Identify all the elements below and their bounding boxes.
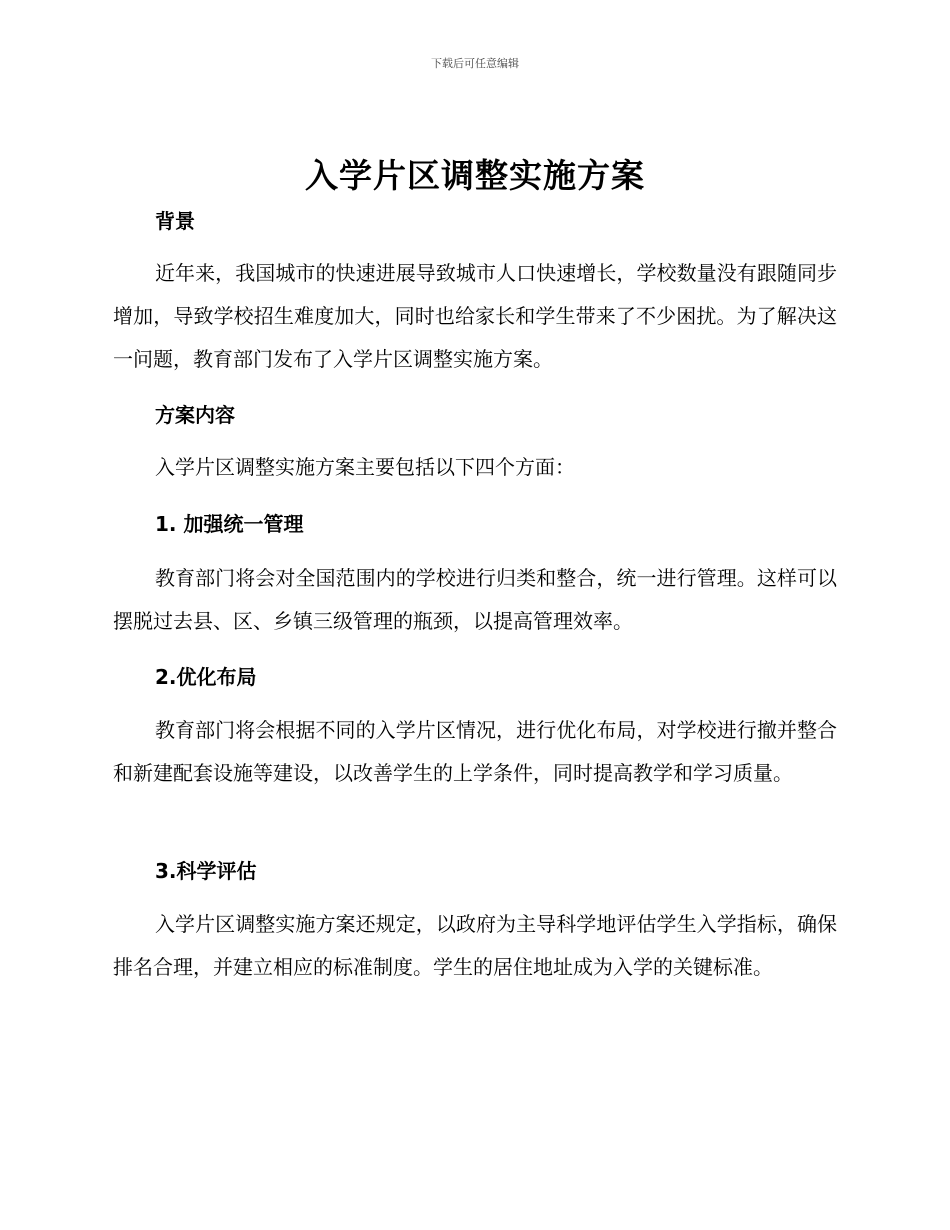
section-heading-item3: 3.科学评估	[155, 859, 257, 883]
section-paragraph-background: 近年来，我国城市的快速进展导致城市人口快速增长，学校数量没有跟随同步增加，导致学校招生难度加大，同时也给家长和学生带来了不少困扰。为了解决这一问题，教育部门发布了入学片区调整实施方案。	[113, 261, 837, 371]
section-heading-item2: 2.优化布局	[155, 665, 257, 689]
section-heading-background: 背景	[155, 209, 195, 233]
section-heading-content: 方案内容	[155, 403, 235, 427]
section-paragraph-item1: 教育部门将会对全国范围内的学校进行归类和整合，统一进行管理。这样可以摆脱过去县、区、乡镇三级管理的瓶颈，以提高管理效率。	[113, 566, 837, 633]
section-heading-item1: 1. 加强统一管理	[155, 512, 304, 536]
section-paragraph-content: 入学片区调整实施方案主要包括以下四个方面：	[155, 455, 575, 479]
section-paragraph-item2: 教育部门将会根据不同的入学片区情况，进行优化布局，对学校进行撤并整合和新建配套设施等建设，以改善学生的上学条件，同时提高教学和学习质量。	[113, 718, 837, 785]
document-title: 入学片区调整实施方案	[305, 156, 645, 195]
page-header-note: 下载后可任意编辑	[431, 57, 519, 70]
section-paragraph-item3: 入学片区调整实施方案还规定，以政府为主导科学地评估学生入学指标，确保排名合理，并建立相应的标准制度。学生的居住地址成为入学的关键标准。	[113, 912, 837, 979]
